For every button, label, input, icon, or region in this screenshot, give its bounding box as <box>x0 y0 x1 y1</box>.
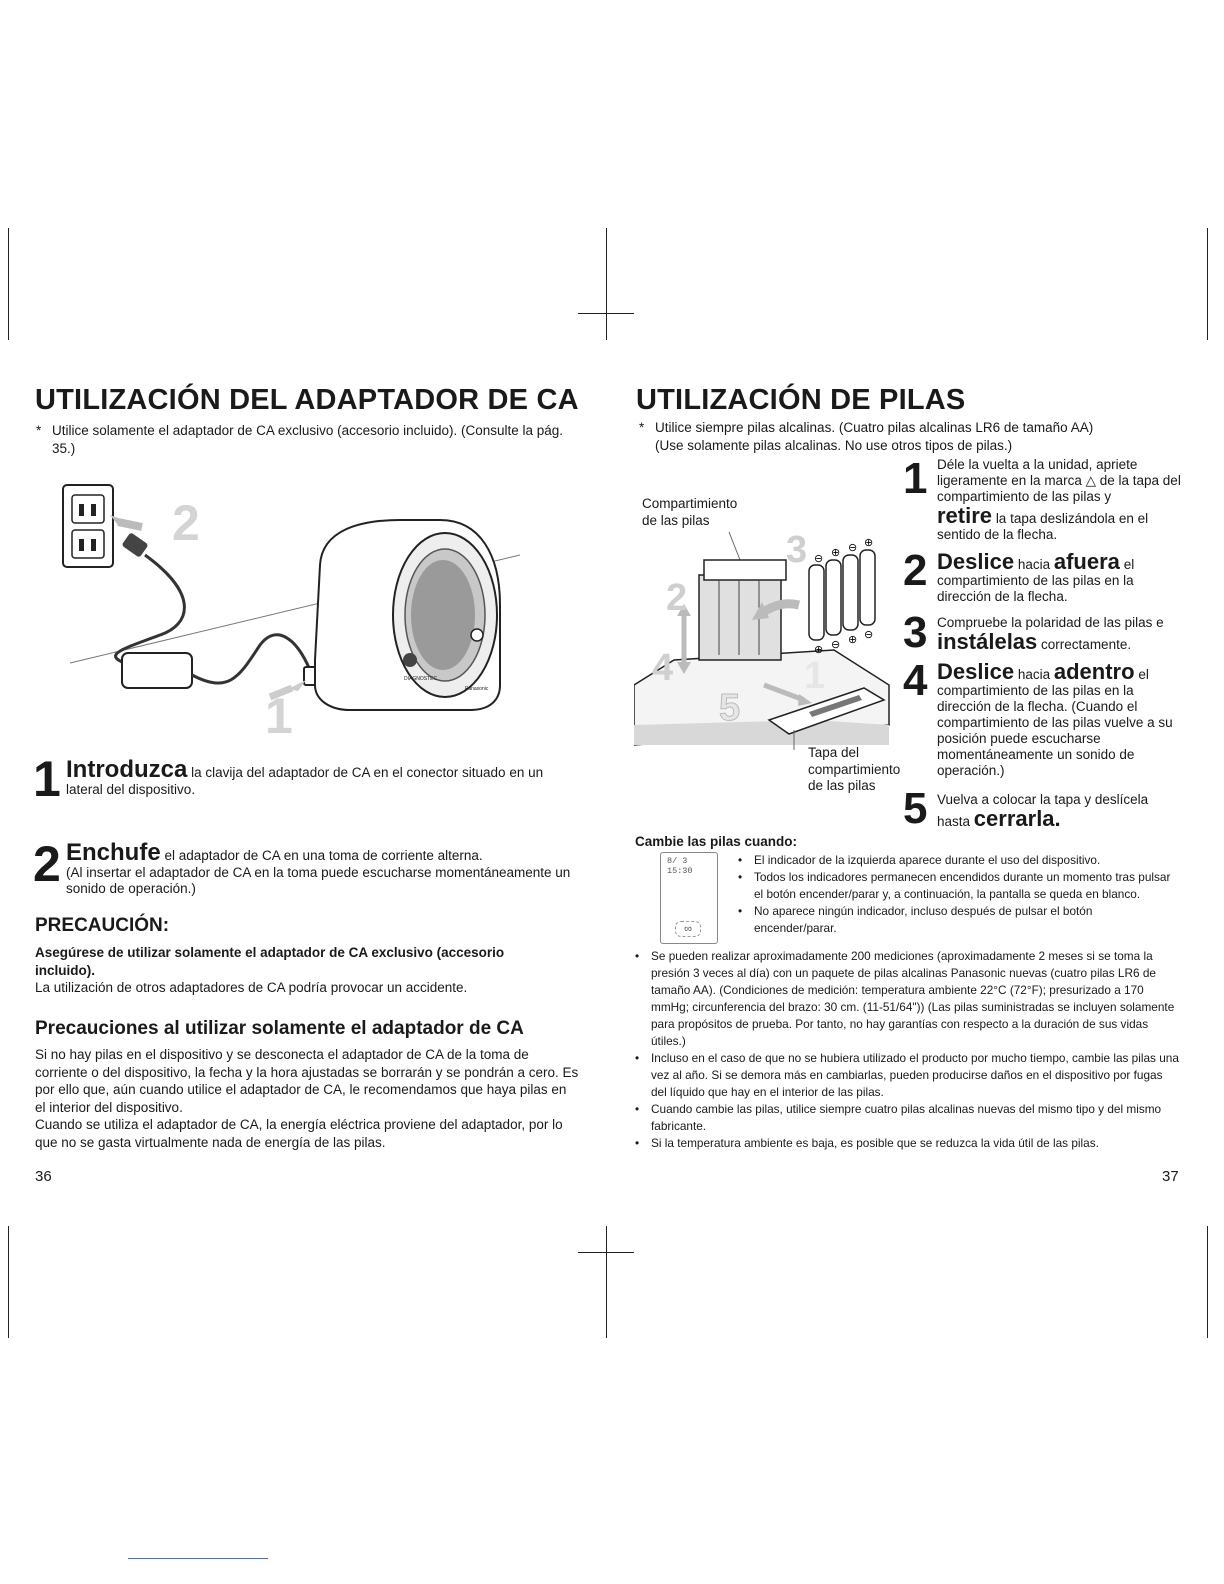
battery-note <box>639 419 1195 455</box>
battery-notes <box>635 948 1180 1152</box>
step-number: 3 <box>903 608 928 657</box>
step-number: 4 <box>903 656 928 705</box>
step-number: 2 <box>33 836 61 892</box>
label-cover-line1: Tapa del <box>808 745 860 760</box>
battery-step3-text <box>937 615 1187 653</box>
page-number: 36 <box>35 1168 52 1185</box>
crop-mark <box>8 228 9 340</box>
asterisk: * <box>639 420 645 435</box>
caution-text: La utilización de otros adaptadores de CA podría provocar un accidente. <box>35 980 468 995</box>
list-item: • Todos los indicadores permanecen encendidos durante un momento tras pulsar el botón encender/parar y, a continuación, la pantalla se queda en blanco. <box>738 869 1178 903</box>
step2-note: (Al insertar el adaptador de CA en la toma puede escucharse momentáneamente un sonido de operación.) <box>66 865 571 896</box>
svg-text:⊕: ⊕ <box>848 634 858 646</box>
battery-step1-text <box>937 457 1187 543</box>
battery-step5-pre: hasta <box>937 814 971 829</box>
battery-step2-mid: hacia <box>1017 557 1051 572</box>
figure-label-2: 2 <box>172 495 200 551</box>
change-heading: Cambie las pilas cuando: <box>635 834 798 849</box>
battery-note-line1: Utilice siempre pilas alcalinas. (Cuatro pilas alcalinas LR6 de tamaño AA) <box>655 420 1094 435</box>
list-item: • Incluso en el caso de que no se hubiera utilizado el producto por mucho tiempo, cambie las pilas una vez al año. Si se demora más en cambiarlas, pueden producirse daños en el dispositivo por fugas del líquido que hay en el interior de las pilas. <box>635 1050 1180 1101</box>
page-title-batteries: UTILIZACIÓN DE PILAS <box>636 384 966 416</box>
svg-text:⊕: ⊕ <box>814 644 824 656</box>
figure-label-1: 1 <box>265 688 293 744</box>
battery-step2-tail: el <box>1123 557 1135 572</box>
crop-mark <box>1207 1226 1208 1338</box>
adapter-note-text: Utilice solamente el adaptador de CA exclusivo (accesorio incluido). (Consulte la pág. 35.) <box>52 423 564 456</box>
asterisk: * <box>36 423 42 438</box>
svg-text:4: 4 <box>652 647 674 689</box>
battery-step3-tail: correctamente. <box>1041 637 1132 652</box>
crop-mark <box>578 313 634 314</box>
battery-step5-body: Vuelva a colocar la tapa y deslícela <box>937 792 1149 807</box>
page-number: 37 <box>1162 1168 1179 1185</box>
svg-text:⊖: ⊖ <box>848 542 858 554</box>
precautions-text-1: Si no hay pilas en el dispositivo y se desconecta el adaptador de CA de la toma de corriente o del dispositivo, la fecha y la hora ajustadas se borrarán y se pondrán a cero. Es por ello que, aún cuando utilice el adaptador de CA, le recomendamos que haya pilas en el interior del dispositivo. <box>35 1047 579 1115</box>
svg-text:Panasonic: Panasonic <box>465 686 489 692</box>
triangle-mark-icon: △ <box>1085 473 1096 488</box>
battery-step2-body: compartimiento de las pilas en la dirección de la flecha. <box>937 573 1134 604</box>
change-list <box>738 852 1178 937</box>
battery-low-icon: ∞ <box>675 921 701 937</box>
svg-text:⊕: ⊕ <box>831 547 841 559</box>
battery-step1-a: Déle la vuelta a la unidad, apriete ligeramente en la marca <box>937 457 1138 488</box>
step-number: 2 <box>903 546 928 595</box>
battery-step2-keyword: Deslice <box>937 549 1015 574</box>
display-panel <box>660 852 718 944</box>
svg-text:DIAGNOSTEC: DIAGNOSTEC <box>404 676 438 682</box>
link-underline <box>128 1558 268 1559</box>
crop-mark <box>8 1226 9 1338</box>
battery-step4-keyword2: adentro <box>1053 659 1135 684</box>
svg-text:3: 3 <box>786 529 808 571</box>
step2-body: el adaptador de CA en una toma de corriente alterna. <box>164 848 483 863</box>
step1-text <box>66 758 576 798</box>
caution-block <box>35 944 555 997</box>
svg-text:⊖: ⊖ <box>864 629 874 641</box>
battery-step4-text <box>937 661 1187 779</box>
list-item: • Si la temperatura ambiente es baja, es posible que se reduzca la vida útil de las pilas. <box>635 1135 1180 1152</box>
battery-step4-mid: hacia <box>1017 667 1051 682</box>
crop-mark <box>606 1226 607 1338</box>
display-time: 8/ 3 15:30 <box>667 856 693 876</box>
label-cover <box>808 745 900 795</box>
battery-illustration <box>634 520 909 750</box>
svg-text:1: 1 <box>804 655 826 697</box>
list-item: • No aparece ningún indicador, incluso después de pulsar el botón encender/parar. <box>738 903 1178 937</box>
battery-step5-text <box>937 792 1187 830</box>
battery-step2-keyword2: afuera <box>1053 549 1120 574</box>
battery-step4-body: compartimiento de las pilas en la dirección de la flecha. (Cuando el compartimiento de las pilas vuelve a su posición puede escucharse momentáneamente un sonido de operación.) <box>937 683 1173 778</box>
svg-text:⊖: ⊖ <box>831 639 841 651</box>
caution-heading: PRECAUCIÓN: <box>35 915 170 936</box>
battery-note-line2: (Use solamente pilas alcalinas. No use otros tipos de pilas.) <box>655 438 1013 453</box>
label-compartment-line2: de las pilas <box>642 513 710 528</box>
crop-mark <box>578 1252 634 1253</box>
crop-mark <box>606 228 607 340</box>
battery-step5-end: . <box>1054 806 1061 831</box>
precautions-text-2: Cuando se utiliza el adaptador de CA, la energía eléctrica proviene del adaptador, por lo que no se gasta virtualmente nada de energía de las pilas. <box>35 1117 563 1150</box>
label-compartment-line1: Compartimiento <box>642 496 738 511</box>
svg-text:⊕: ⊕ <box>864 537 874 549</box>
adapter-note <box>36 422 572 458</box>
step-number: 1 <box>903 454 928 503</box>
precautions-block <box>35 1046 580 1151</box>
adapter-illustration <box>60 475 520 745</box>
step1-body: la clavija del adaptador de CA en el conector situado en un lateral del dispositivo. <box>66 765 544 797</box>
label-cover-line2: compartimiento <box>808 761 901 777</box>
svg-text:5: 5 <box>719 687 741 729</box>
svg-text:2: 2 <box>666 577 688 619</box>
list-item: • El indicador de la izquierda aparece durante el uso del dispositivo. <box>738 852 1178 869</box>
battery-step1-b: de la tapa del compartimiento de las pilas y <box>937 473 1181 504</box>
battery-step1-c: la tapa deslizándola en el sentido de la flecha. <box>937 511 1149 542</box>
step2-keyword: Enchufe <box>66 839 161 866</box>
list-item: • Se pueden realizar aproximadamente 200 mediciones (aproximadamente 2 meses si se toma la presión 3 veces al día) con un paquete de pilas alcalinas Panasonic nuevas (cuatro pilas LR6 de tamaño AA). (Condiciones de medición: temperatura ambiente 22°C (72°F); presurizado a 170 mmHg; circunferencia del brazo: 30 cm. (11-51/64")) (Las pilas suministradas se incluyen solamente para propósitos de prueba. Por tanto, no hay garantías con respecto a la duración de sus vidas útiles.) <box>635 948 1180 1050</box>
page-title-adapter: UTILIZACIÓN DEL ADAPTADOR DE CA <box>35 384 579 416</box>
battery-step4-keyword: Deslice <box>937 659 1015 684</box>
step-number: 1 <box>33 751 61 807</box>
step-number: 5 <box>903 784 928 833</box>
precautions-heading: Precauciones al utilizar solamente el adaptador de CA <box>35 1018 524 1039</box>
step1-keyword: Introduzca <box>66 756 188 783</box>
caution-bold: Asegúrese de utilizar solamente el adaptador de CA exclusivo (accesorio incluido). <box>35 945 505 978</box>
battery-step1-keyword: retire <box>937 503 993 528</box>
battery-step2-text <box>937 551 1187 605</box>
label-cover-line3: de las pilas <box>808 778 876 793</box>
svg-text:⊖: ⊖ <box>814 553 824 565</box>
adapter-brick-icon <box>122 653 192 688</box>
battery-step3-body: Compruebe la polaridad de las pilas e <box>937 615 1164 630</box>
step2-text <box>66 841 581 897</box>
battery-step5-keyword: cerrarla <box>973 806 1055 831</box>
crop-mark <box>1207 228 1208 340</box>
battery-step4-tail: el <box>1138 667 1149 682</box>
list-item: • Cuando cambie las pilas, utilice siempre cuatro pilas alcalinas nuevas del mismo tipo y del mismo fabricante. <box>635 1101 1180 1135</box>
battery-step3-keyword: instálelas <box>937 629 1038 654</box>
